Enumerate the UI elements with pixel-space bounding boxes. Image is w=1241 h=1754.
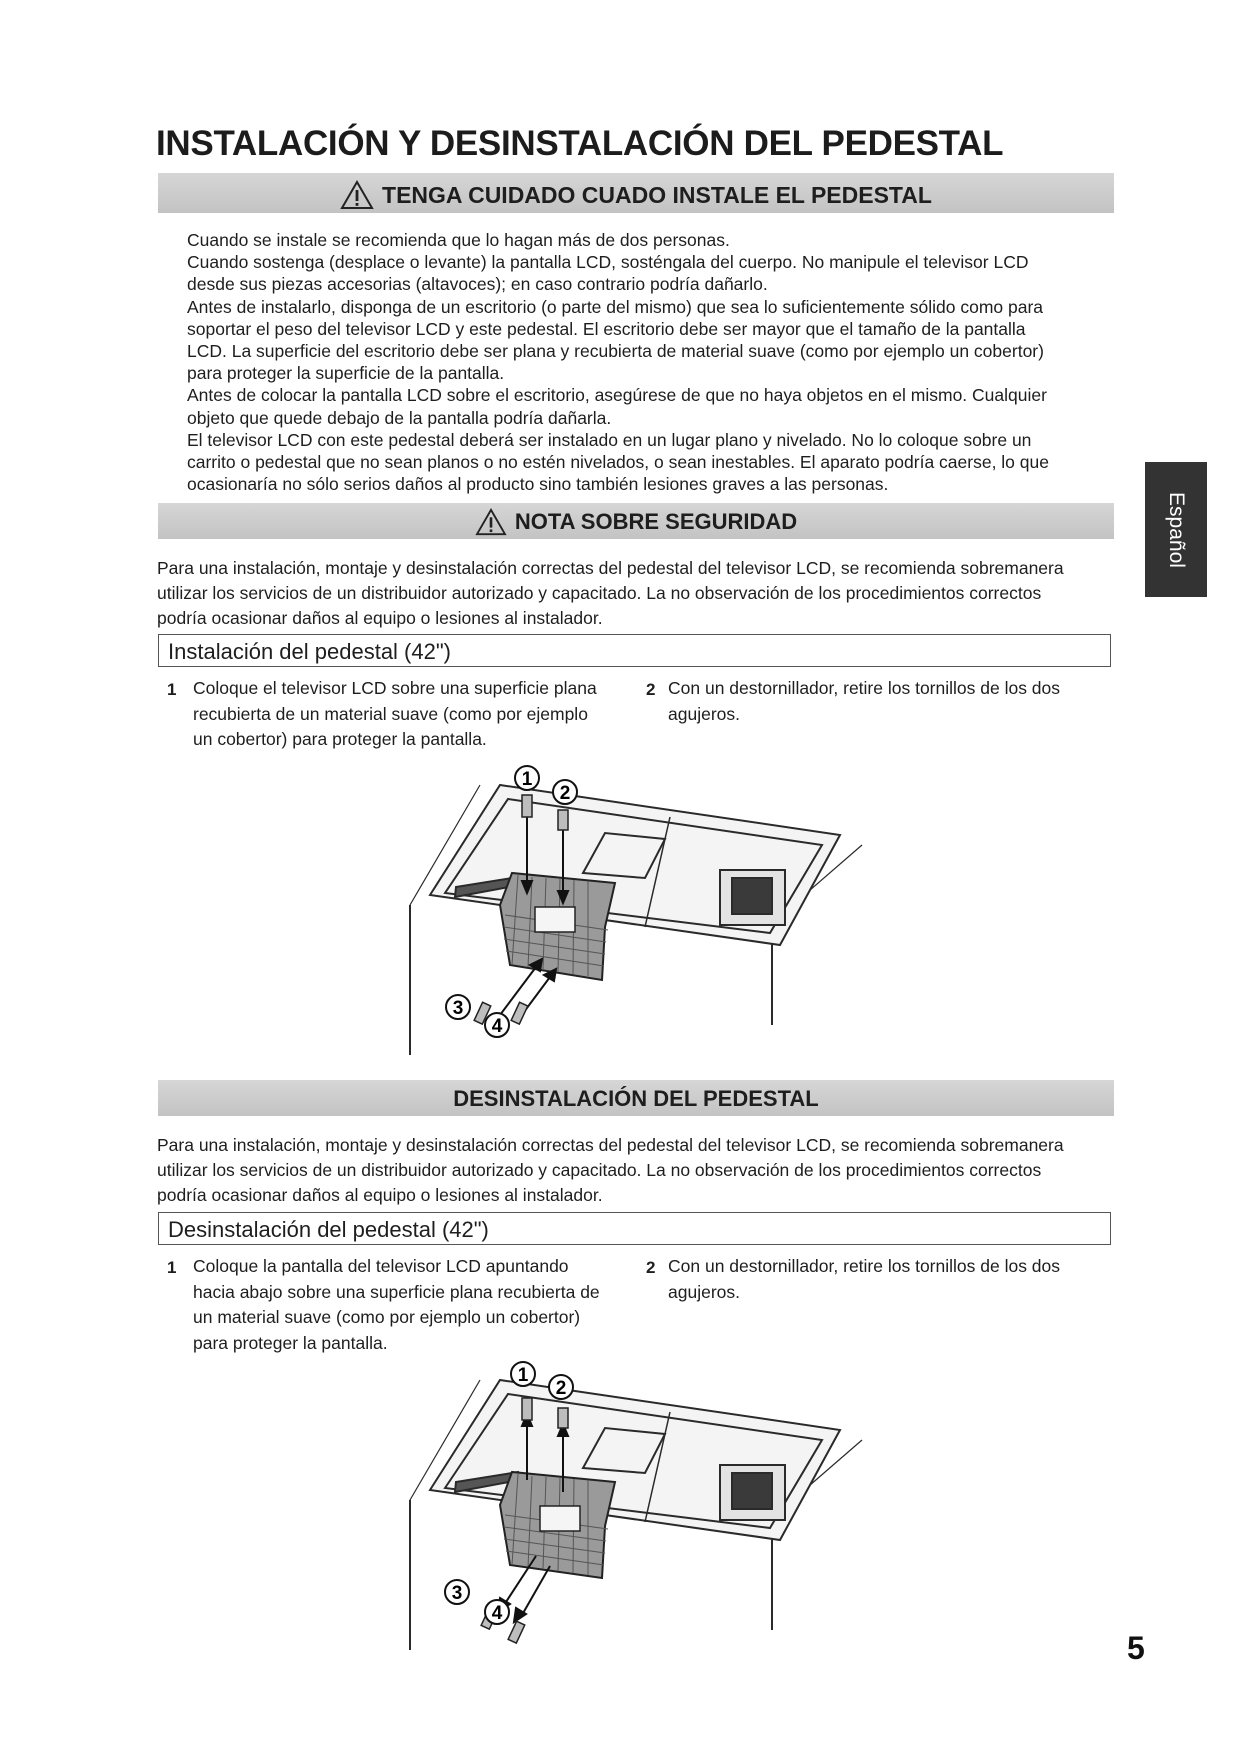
caution-line: carrito o pedestal que no sean planos o no estén nivelados, o sean inestables. El aparato podría caerse, lo que <box>187 452 1049 473</box>
install-step1-text: Coloque el televisor LCD sobre una superficie plana recubierta de un material suave (como por ejemplo un cobertor) para proteger la pantalla. <box>193 678 597 749</box>
caution-line: Cuando sostenga (desplace o levante) la pantalla LCD, sosténgala del cuerpo. No manipule el televisor LCD <box>187 252 1029 273</box>
callout-4: 4 <box>491 1016 503 1037</box>
install-step2-text: Con un destornillador, retire los tornillos de los dos agujeros. <box>668 678 1061 724</box>
warning-icon <box>340 180 374 210</box>
uninstall-line: utilizar los servicios de un distribuidor autorizado y capacitado. La no observación de los procedimientos correctos <box>157 1160 1042 1180</box>
caution-line: para proteger la superficie de la pantalla. <box>187 363 505 384</box>
callout-3: 3 <box>452 998 464 1019</box>
safety-line: utilizar los servicios de un distribuidor autorizado y capacitado. La no observación de los procedimientos correctos <box>157 583 1042 603</box>
page-number: 5 <box>1127 1630 1145 1666</box>
install-step1-number: 1 <box>167 680 177 699</box>
callout-3: 3 <box>451 1583 463 1604</box>
uninstall-text <box>157 1133 1064 1208</box>
caution-line: El televisor LCD con este pedestal deberá ser instalado en un lugar plano y nivelado. No lo coloque sobre un <box>187 429 1032 450</box>
safety-heading-band <box>158 503 1114 539</box>
uninstall-heading: DESINSTALACIÓN DEL PEDESTAL <box>453 1086 819 1112</box>
uninstall-step1-text: Coloque la pantalla del televisor LCD apuntando hacia abajo sobre una superficie plana recubierta de un material suave (como por ejemplo un cobertor) para proteger la pantalla. <box>193 1256 600 1353</box>
safety-line: podría ocasionar daños al equipo o lesiones al instalador. <box>157 608 603 628</box>
caution-line: LCD. La superficie del escritorio debe ser plana y recubierta de material suave (como por ejemplo un cobertor) <box>187 341 1044 362</box>
safety-heading: NOTA SOBRE SEGURIDAD <box>514 509 798 535</box>
caution-heading-band <box>158 173 1114 213</box>
install-section-title: Instalación del pedestal (42") <box>158 634 1111 667</box>
callout-4: 4 <box>491 1603 503 1624</box>
caution-line: Cuando se instale se recomienda que lo hagan más de dos personas. <box>187 230 730 250</box>
uninstall-section-title: Desinstalación del pedestal (42") <box>158 1212 1111 1245</box>
caution-line: Antes de colocar la pantalla LCD sobre el escritorio, asegúrese de que no haya objetos en el mismo. Cualquier <box>187 385 1047 406</box>
safety-line: Para una instalación, montaje y desinstalación correctas del pedestal del televisor LCD, se recomienda sobremanera <box>157 558 1064 578</box>
caution-line: soportar el peso del televisor LCD y este pedestal. El escritorio debe ser mayor que el tamaño de la pantalla <box>187 318 1026 339</box>
install-step2-number: 2 <box>646 680 656 699</box>
uninstall-step2-number: 2 <box>646 1258 656 1277</box>
stand-mesh <box>500 873 615 980</box>
callout-1: 1 <box>517 1365 529 1386</box>
caution-heading: TENGA CUIDADO CUADO INSTALE EL PEDESTAL <box>382 181 932 208</box>
install-stand-diagram <box>400 765 880 1055</box>
uninstall-stand-diagram <box>400 1360 880 1650</box>
callout-1: 1 <box>521 769 533 790</box>
uninstall-step1-number: 1 <box>167 1258 177 1277</box>
stand-mesh <box>500 1472 615 1578</box>
safety-text <box>157 556 1064 631</box>
caution-line: ocasionaría no sólo serios daños al producto sino también lesiones graves a las personas. <box>187 474 889 495</box>
uninstall-line: Para una instalación, montaje y desinstalación correctas del pedestal del televisor LCD, se recomienda sobremanera <box>157 1135 1064 1155</box>
caution-line: Antes de instalarlo, disponga de un escritorio (o parte del mismo) que sea lo suficientemente sólido como para <box>187 296 1044 317</box>
caution-text <box>187 229 1049 495</box>
language-tab <box>1145 462 1207 597</box>
page-title: INSTALACIÓN Y DESINSTALACIÓN DEL PEDESTAL <box>156 124 1004 163</box>
callout-2: 2 <box>555 1378 567 1399</box>
language-tab-label: Español <box>1165 491 1188 568</box>
warning-icon <box>475 508 507 536</box>
caution-line: objeto que quede debajo de la pantalla podría dañarla. <box>187 407 612 428</box>
uninstall-heading-band <box>158 1080 1114 1116</box>
caution-line: desde sus piezas accesorias (altavoces); en caso contrario podría dañarlo. <box>187 274 768 295</box>
uninstall-line: podría ocasionar daños al equipo o lesiones al instalador. <box>157 1185 603 1205</box>
uninstall-step2-text: Con un destornillador, retire los tornillos de los dos agujeros. <box>668 1256 1061 1302</box>
callout-2: 2 <box>559 783 571 804</box>
